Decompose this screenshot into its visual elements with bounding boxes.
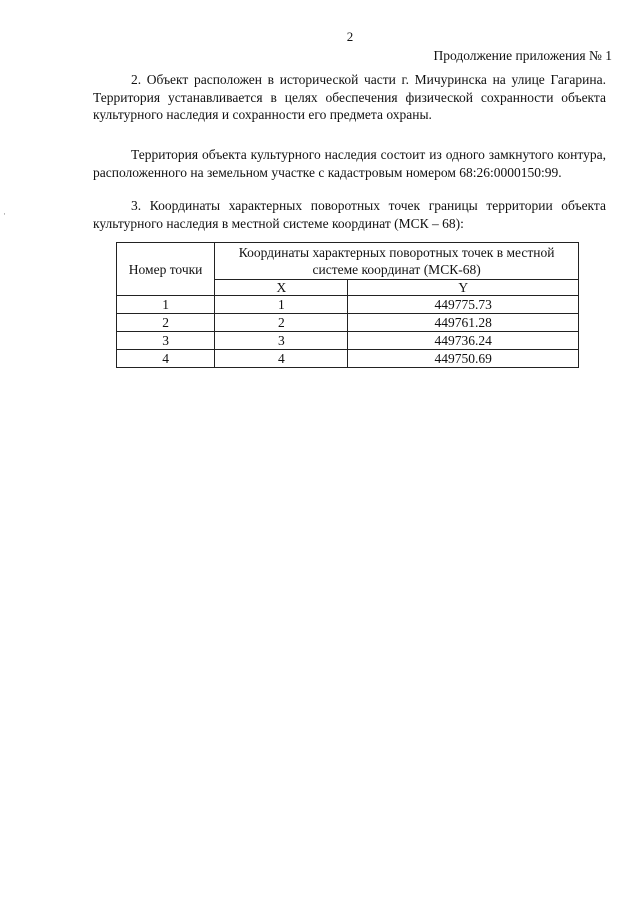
page-number: 2: [346, 29, 354, 44]
table-row: [117, 296, 579, 314]
cell-x: 4: [215, 350, 348, 368]
margin-mark: ·: [3, 209, 6, 219]
cell-point: 3: [117, 332, 215, 350]
header-x: X: [215, 280, 348, 296]
table-row: [117, 350, 579, 368]
cell-x: 1: [215, 296, 348, 314]
header-y: Y: [348, 280, 579, 296]
cell-point: 1: [117, 296, 215, 314]
table-row: [117, 314, 579, 332]
cell-x: 3: [215, 332, 348, 350]
coordinates-table: [116, 242, 579, 368]
table-header-row: [117, 243, 579, 280]
cell-point: 4: [117, 350, 215, 368]
table-row: [117, 332, 579, 350]
paragraph-location: 2. Объект расположен в исторической части г. Мичуринска на улице Гагарина. Территория устанавливается в целях обеспечения физической сохранности объекта культурного наследия и сохранности его предмета охраны.: [93, 72, 606, 122]
cell-point: 2: [117, 314, 215, 332]
cell-x: 2: [215, 314, 348, 332]
cell-y: 449761.28: [348, 314, 579, 332]
header-point-number: Номер точки: [117, 243, 215, 296]
cell-y: 449775.73: [348, 296, 579, 314]
cell-y: 449750.69: [348, 350, 579, 368]
header-coordinates: Координаты характерных поворотных точек в местной системе координат (МСК-68): [215, 243, 579, 280]
appendix-continuation-note: Продолжение приложения № 1: [433, 48, 612, 63]
cell-y: 449736.24: [348, 332, 579, 350]
paragraph-coordinates-intro: 3. Координаты характерных поворотных точек границы территории объекта культурного наследия в местной системе координат (МСК – 68):: [93, 198, 606, 231]
paragraph-territory: Территория объекта культурного наследия состоит из одного замкнутого контура, расположенного на земельном участке с кадастровым номером 68:26:0000150:99.: [93, 147, 606, 180]
